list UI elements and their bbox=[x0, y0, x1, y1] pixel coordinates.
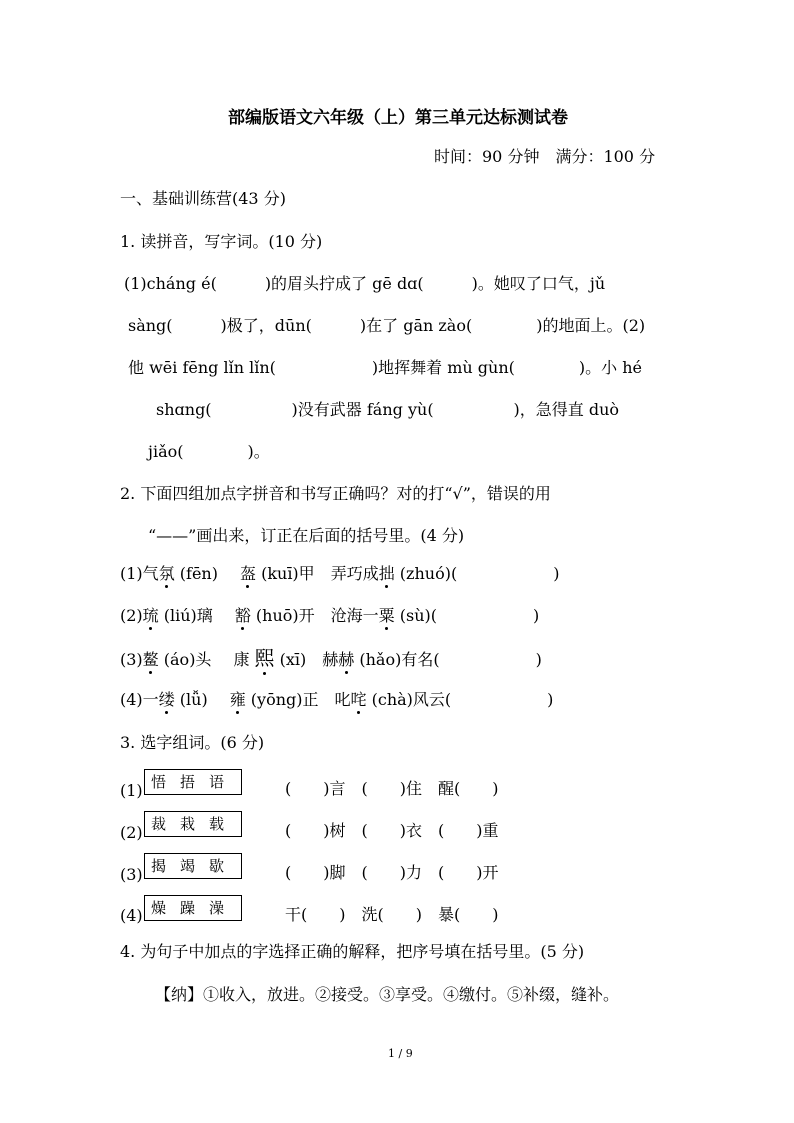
section-heading: 一、基础训练营(43 分) bbox=[120, 189, 286, 208]
q3-char-box: 燥躁澡 bbox=[144, 895, 242, 921]
dotted-char: 雍 bbox=[229, 690, 246, 709]
exam-meta: 时间：90 分钟 满分：100 分 bbox=[434, 147, 656, 166]
q2-row-number: (2) bbox=[120, 606, 143, 625]
q3-blanks: ( )树 ( )衣 ( )重 bbox=[285, 821, 499, 840]
question-2-heading: 2. 下面四组加点字拼音和书写正确吗？对的打“√”，错误的用 bbox=[120, 484, 551, 503]
pinyin-answer: (zhuó)( ) bbox=[394, 564, 560, 583]
q3-char-box: 揭竭歇 bbox=[144, 853, 242, 879]
word-prefix: 康 bbox=[233, 650, 255, 669]
word-prefix: 一 bbox=[142, 690, 159, 709]
q3-row-number: (1) bbox=[120, 781, 143, 800]
dotted-char: 熙 bbox=[254, 646, 275, 670]
question-1-line-4: shɑng( )没有武器 fáng yù( )，急得直 duò bbox=[156, 400, 620, 419]
dotted-char: 氛 bbox=[158, 564, 175, 583]
dotted-char: 缕 bbox=[158, 690, 175, 709]
dotted-char: 豁 bbox=[234, 606, 251, 625]
pinyin: (áo)头 bbox=[158, 650, 212, 669]
dotted-char: 鳌 bbox=[142, 650, 159, 669]
pinyin-answer: (sù)( ) bbox=[394, 606, 540, 625]
page-number: 1 / 9 bbox=[388, 1047, 413, 1060]
pinyin-answer: (chà)风云( ) bbox=[366, 690, 554, 709]
question-2-heading-cont: “——”画出来，订正在后面的括号里。(4 分) bbox=[148, 526, 465, 545]
q3-row-number: (2) bbox=[120, 823, 143, 842]
question-1-line-2: sàng( )极了，dūn( )在了 gān zào( )的地面上。(2) bbox=[128, 316, 646, 335]
question-1-line-3: 他 wēi fēng lǐn lǐn( )地挥舞着 mù gùn( )。小 hé bbox=[128, 358, 642, 377]
pinyin: (fēn) bbox=[174, 564, 218, 583]
pinyin-answer: (hǎo)有名( ) bbox=[354, 650, 542, 669]
q3-blanks: 干( ) 洗( ) 暴( ) bbox=[285, 905, 499, 924]
dotted-char: 粟 bbox=[378, 606, 395, 625]
word-prefix: 赫 bbox=[322, 650, 339, 669]
word-prefix: 气 bbox=[142, 564, 159, 583]
dotted-char: 盔 bbox=[239, 564, 256, 583]
q3-row-number: (4) bbox=[120, 906, 143, 925]
q3-char-box: 裁栽载 bbox=[144, 811, 242, 837]
question-3-heading: 3. 选字组词。(6 分) bbox=[120, 733, 265, 752]
word-prefix: 弄巧成 bbox=[330, 564, 379, 583]
pinyin: (yōng)正 bbox=[245, 690, 319, 709]
q2-row bbox=[120, 606, 539, 626]
q2-row-number: (4) bbox=[120, 690, 143, 709]
question-1-line-5: jiǎo( )。 bbox=[148, 442, 270, 461]
word-prefix: 叱 bbox=[334, 690, 351, 709]
dotted-char: 咤 bbox=[350, 690, 367, 709]
dotted-char: 赫 bbox=[338, 650, 355, 669]
q2-row bbox=[120, 564, 559, 584]
question-1-heading: 1. 读拼音，写字词。(10 分) bbox=[120, 232, 323, 251]
q2-row-number: (3) bbox=[120, 650, 143, 669]
definition-line: 【纳】①收入，放进。②接受。③享受。④缴付。⑤补缀，缝补。 bbox=[155, 985, 620, 1004]
q3-char-box: 悟捂语 bbox=[144, 769, 242, 795]
word-prefix: 沧海一 bbox=[330, 606, 379, 625]
dotted-char: 琉 bbox=[142, 606, 159, 625]
page-title: 部编版语文六年级（上）第三单元达标测试卷 bbox=[228, 108, 568, 128]
q3-blanks: ( )脚 ( )力 ( )开 bbox=[285, 863, 499, 882]
question-1-line-1: (1)cháng é( )的眉头拧成了 gē dɑ( )。她叹了口气，jǔ bbox=[124, 274, 606, 293]
pinyin: (huō)开 bbox=[250, 606, 315, 625]
pinyin: (liú)璃 bbox=[158, 606, 213, 625]
q3-row-number: (3) bbox=[120, 865, 143, 884]
q2-row bbox=[120, 690, 553, 710]
q2-row bbox=[120, 648, 542, 670]
q3-blanks: ( )言 ( )住 醒( ) bbox=[285, 779, 499, 798]
question-4-heading: 4. 为句子中加点的字选择正确的解释，把序号填在括号里。(5 分) bbox=[120, 942, 585, 961]
pinyin: (kuī)甲 bbox=[255, 564, 315, 583]
q2-row-number: (1) bbox=[120, 564, 143, 583]
dotted-char: 拙 bbox=[378, 564, 395, 583]
pinyin: (xī) bbox=[274, 650, 307, 669]
pinyin: (lǚ) bbox=[174, 690, 208, 709]
